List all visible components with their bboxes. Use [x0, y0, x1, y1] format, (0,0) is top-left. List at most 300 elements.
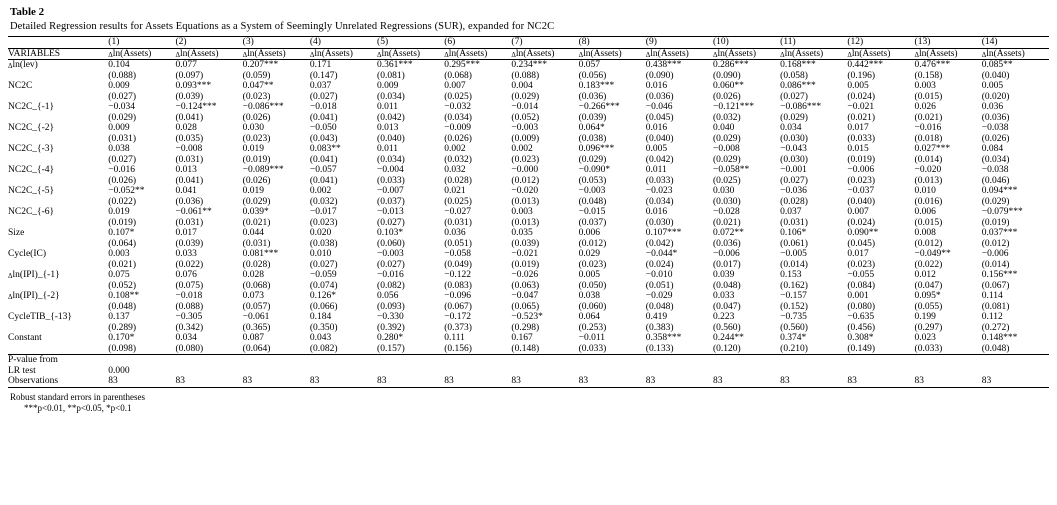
coef-cell: −0.018 — [309, 102, 337, 112]
dep-var-text: ln(Assets) — [583, 48, 622, 59]
pvalue-label-row — [8, 355, 1049, 366]
se-cell: (0.034) — [377, 154, 405, 165]
se-cell: (0.056) — [578, 70, 607, 81]
coef-cell: −0.013 — [377, 207, 404, 217]
coef-cell: 0.438*** — [646, 60, 713, 71]
se-cell: (0.028) — [444, 175, 472, 186]
se-cell: (0.047) — [914, 280, 943, 291]
pvalue-label-line1: P-value from — [8, 355, 108, 366]
coef-cell: 0.019 — [108, 207, 130, 217]
row-label — [8, 60, 108, 71]
coef-cell: 0.012 — [914, 270, 936, 280]
se-cell: (0.045) — [645, 112, 674, 123]
row-label-text: NC2C_{-2} — [8, 123, 55, 133]
observations-cell: 83 — [309, 376, 320, 386]
se-cell: (0.058) — [780, 70, 808, 81]
se-cell: (0.350) — [309, 322, 338, 333]
se-cell: (0.074) — [309, 280, 338, 291]
coef-cell: 0.015 — [847, 144, 869, 154]
delta-symbol: Δ — [8, 272, 13, 280]
coef-cell: 0.037 — [780, 207, 802, 217]
se-cell: (0.030) — [645, 217, 674, 228]
col-number: (7) — [511, 37, 578, 49]
coef-cell: 0.032 — [444, 165, 466, 175]
coef-cell: −0.028 — [712, 207, 740, 217]
row-label — [8, 207, 108, 218]
table-row-se — [8, 323, 1049, 334]
se-cell: (0.027) — [108, 154, 136, 165]
coef-cell: 0.086*** — [780, 81, 816, 91]
coef-cell: 0.104 — [108, 60, 175, 71]
table-row — [8, 270, 1049, 281]
se-cell: (0.080) — [847, 301, 876, 312]
table-notes — [8, 392, 1049, 414]
table-row — [8, 60, 1049, 71]
col-number: (2) — [175, 37, 242, 49]
col-number: (10) — [713, 37, 780, 49]
se-cell: (0.342) — [175, 322, 204, 333]
coef-cell: 0.153 — [780, 270, 802, 280]
se-cell: (0.051) — [645, 280, 674, 291]
coef-cell: 0.004 — [511, 81, 533, 91]
row-label — [8, 186, 108, 197]
dep-var-header — [108, 48, 175, 60]
coef-cell: −0.124*** — [175, 102, 217, 112]
col-number: (3) — [243, 37, 310, 49]
delta-symbol: Δ — [8, 62, 13, 70]
coef-cell: −0.079*** — [981, 207, 1023, 217]
row-label — [8, 249, 108, 260]
coef-cell: 0.041 — [175, 186, 197, 196]
coef-cell: −0.008 — [712, 144, 740, 154]
se-cell: (0.026) — [242, 112, 271, 123]
table-row-se — [8, 218, 1049, 229]
se-cell: (0.383) — [645, 322, 674, 333]
observations-cell: 83 — [511, 376, 521, 386]
row-label-text: ln(lev) — [12, 60, 38, 70]
coef-cell: −0.090* — [578, 165, 611, 175]
table-row — [8, 312, 1049, 323]
coef-cell: 0.183*** — [578, 81, 615, 91]
se-cell: (0.024) — [847, 91, 876, 102]
coef-cell: 0.039* — [242, 207, 269, 217]
se-cell: (0.373) — [444, 322, 472, 333]
dep-var-header — [243, 48, 310, 60]
table-row-se — [8, 260, 1049, 271]
coef-cell: −0.016 — [377, 270, 404, 280]
table-row — [8, 228, 1049, 239]
se-cell: (0.030) — [780, 133, 808, 144]
coef-cell: −0.061 — [242, 312, 270, 322]
se-cell: (0.031) — [780, 217, 808, 228]
coef-cell: −0.029 — [645, 291, 673, 301]
se-cell: (0.014) — [914, 154, 943, 165]
se-cell: (0.028) — [242, 259, 271, 270]
coef-cell: −0.023 — [645, 186, 673, 196]
se-cell: (0.048) — [712, 280, 741, 291]
dep-var-header — [175, 48, 242, 60]
coef-cell: −0.020 — [511, 186, 539, 196]
coef-cell: −0.003 — [377, 249, 404, 259]
table-row-se — [8, 281, 1049, 292]
coef-cell: 0.361*** — [377, 60, 444, 71]
se-cell: (0.297) — [914, 322, 943, 333]
se-cell: (0.027) — [309, 259, 338, 270]
coef-cell: −0.046 — [645, 102, 673, 112]
pvalue-cell — [579, 366, 646, 377]
se-cell: (0.026) — [108, 175, 136, 186]
coef-cell: −0.016 — [108, 165, 136, 175]
coef-cell: 0.419 — [645, 312, 668, 322]
observations-cell: 83 — [242, 376, 253, 386]
dep-var-text: ln(Assets) — [986, 48, 1025, 59]
se-cell: (0.023) — [242, 91, 271, 102]
col-number: (4) — [310, 37, 377, 49]
se-cell: (0.098) — [108, 343, 136, 354]
se-cell: (0.037) — [578, 217, 607, 228]
coef-cell: 0.016 — [645, 123, 668, 133]
observations-cell: 83 — [712, 376, 723, 386]
coef-cell: 0.011 — [377, 144, 399, 154]
delta-symbol: Δ — [981, 50, 987, 59]
coef-cell: 0.019 — [242, 144, 265, 154]
se-cell: (0.162) — [780, 280, 808, 291]
row-label-text: NC2C_{-6} — [8, 207, 55, 217]
coef-cell: −0.021 — [511, 249, 539, 259]
se-cell: (0.053) — [578, 175, 607, 186]
row-label — [8, 333, 108, 344]
dep-var-header — [982, 48, 1049, 60]
se-cell: (0.046) — [981, 175, 1010, 186]
table-caption: Detailed Regression results for Assets Equations as a System of Seemingly Unrelated Regressions (SUR), expanded for NC2C — [10, 21, 555, 32]
coef-cell: −0.052** — [108, 186, 145, 196]
coef-cell: −0.172 — [444, 312, 471, 322]
se-cell: (0.030) — [780, 154, 808, 165]
se-cell: (0.042) — [377, 112, 405, 123]
se-cell: (0.021) — [847, 112, 876, 123]
coef-cell: −0.058 — [444, 249, 471, 259]
se-cell: (0.066) — [309, 301, 338, 312]
coef-cell: −0.050 — [309, 123, 337, 133]
delta-symbol: Δ — [847, 50, 852, 59]
table-row — [8, 123, 1049, 134]
se-cell: (0.026) — [981, 133, 1010, 144]
se-cell: (0.023) — [309, 217, 338, 228]
coef-cell: −0.001 — [780, 165, 807, 175]
pvalue-cell — [713, 366, 780, 377]
coef-cell: 0.072** — [712, 228, 744, 238]
se-cell: (0.082) — [377, 280, 405, 291]
coef-cell: 0.076 — [175, 270, 197, 280]
coef-cell: −0.096 — [444, 291, 471, 301]
coef-cell: 0.167 — [511, 333, 533, 343]
se-cell: (0.041) — [175, 112, 204, 123]
se-cell: (0.158) — [914, 70, 943, 81]
table-row-se — [8, 92, 1049, 103]
se-cell: (0.024) — [847, 217, 876, 228]
se-cell: (0.560) — [712, 322, 741, 333]
variables-header: VARIABLES — [8, 48, 108, 60]
se-cell: (0.147) — [309, 70, 338, 81]
coef-cell: −0.047 — [511, 291, 539, 301]
dep-var-header — [377, 48, 444, 60]
dep-var-text: ln(Assets) — [784, 48, 824, 59]
se-cell: (0.063) — [511, 280, 540, 291]
se-cell: (0.048) — [578, 196, 607, 207]
delta-symbol: Δ — [712, 50, 718, 59]
coef-cell: 0.023 — [914, 333, 936, 343]
delta-symbol: Δ — [108, 50, 113, 59]
table-row — [8, 144, 1049, 155]
se-cell: (0.041) — [309, 112, 338, 123]
coef-cell: 0.114 — [981, 291, 1003, 301]
se-cell: (0.043) — [309, 133, 338, 144]
se-cell: (0.088) — [108, 70, 136, 81]
se-cell: (0.029) — [578, 154, 607, 165]
row-label-text: Cycle(IC) — [8, 249, 46, 259]
observations-cell: 83 — [108, 376, 118, 386]
coef-cell: 0.148*** — [981, 333, 1018, 343]
row-label — [8, 144, 108, 155]
pvalue-cell — [310, 366, 377, 377]
delta-symbol: Δ — [309, 50, 315, 59]
coef-cell: 0.030 — [242, 123, 265, 133]
dep-var-text: ln(Assets) — [650, 48, 689, 59]
se-cell: (0.051) — [444, 238, 472, 249]
se-cell: (0.088) — [511, 70, 540, 81]
coef-cell: 0.108** — [108, 291, 140, 301]
se-cell: (0.034) — [377, 91, 405, 102]
se-cell: (0.028) — [780, 196, 808, 207]
se-cell: (0.026) — [444, 133, 472, 144]
delta-symbol: Δ — [914, 50, 920, 59]
se-cell: (0.093) — [377, 301, 405, 312]
se-cell: (0.057) — [242, 301, 271, 312]
se-cell: (0.061) — [780, 238, 808, 249]
se-cell: (0.019) — [847, 154, 876, 165]
pvalue-label-line2: LR test — [8, 365, 36, 376]
coef-cell: 0.087 — [242, 333, 265, 343]
coef-cell: −0.008 — [175, 144, 203, 154]
coef-cell: −0.038 — [981, 165, 1009, 175]
se-cell: (0.272) — [981, 322, 1010, 333]
se-cell: (0.029) — [712, 133, 741, 144]
se-cell: (0.016) — [914, 196, 943, 207]
se-cell: (0.560) — [780, 322, 808, 333]
coef-cell: −0.523* — [511, 312, 543, 322]
regression-table — [8, 36, 1049, 389]
se-cell: (0.014) — [780, 259, 808, 270]
row-label-text: ln(IPI)_{-2} — [12, 291, 60, 301]
coef-cell: 0.028 — [175, 123, 197, 133]
se-cell: (0.059) — [242, 70, 271, 81]
coef-cell: −0.006 — [847, 165, 875, 175]
coef-cell: 0.040 — [712, 123, 735, 133]
coef-cell: 0.034 — [780, 123, 802, 133]
observations-row — [8, 376, 1049, 387]
se-cell: (0.392) — [377, 322, 405, 333]
coef-cell: 0.021 — [444, 186, 466, 196]
se-cell: (0.042) — [645, 154, 674, 165]
se-cell: (0.013) — [511, 196, 540, 207]
coef-cell: 0.075 — [108, 270, 130, 280]
row-label-text: CycleTIB_{-13} — [8, 312, 72, 322]
table-row-se — [8, 71, 1049, 82]
se-cell: (0.067) — [981, 280, 1010, 291]
se-cell: (0.015) — [914, 217, 943, 228]
se-cell: (0.148) — [511, 343, 540, 354]
se-cell: (0.031) — [444, 217, 472, 228]
observations-cell: 83 — [578, 376, 589, 386]
coef-cell: 0.005 — [847, 81, 869, 91]
coef-cell: 0.112 — [981, 312, 1003, 322]
delta-symbol: Δ — [444, 50, 449, 59]
table-row — [8, 291, 1049, 302]
bottom-rule-row — [8, 387, 1049, 389]
se-cell: (0.015) — [914, 91, 943, 102]
coef-cell: 0.170* — [108, 333, 135, 343]
row-label-blank — [8, 71, 108, 82]
coef-cell: 0.033 — [175, 249, 197, 259]
row-label — [8, 165, 108, 176]
coef-cell: 0.035 — [511, 228, 533, 238]
coef-cell: 0.019 — [242, 186, 265, 196]
dep-var-text: ln(Assets) — [381, 48, 421, 59]
coef-cell: −0.006 — [981, 249, 1009, 259]
se-cell: (0.022) — [914, 259, 943, 270]
observations-cell: 83 — [847, 376, 857, 386]
dep-var-header — [579, 48, 646, 60]
coef-cell: 0.017 — [175, 228, 197, 238]
coef-cell: 0.026 — [914, 102, 936, 112]
coef-cell: 0.038 — [108, 144, 130, 154]
se-cell: (0.021) — [242, 217, 271, 228]
se-cell: (0.041) — [309, 154, 338, 165]
pvalue-cell — [377, 366, 444, 377]
coef-cell: 0.002 — [309, 186, 332, 196]
coef-cell: −0.021 — [847, 102, 875, 112]
coef-cell: 0.184 — [309, 312, 332, 322]
coef-cell: −0.086*** — [780, 102, 822, 112]
col-number: (8) — [579, 37, 646, 49]
se-cell: (0.021) — [108, 259, 136, 270]
coef-cell: −0.089*** — [242, 165, 284, 175]
se-cell: (0.029) — [511, 91, 540, 102]
pvalue-row — [8, 366, 1049, 377]
se-cell: (0.133) — [645, 343, 674, 354]
coef-cell: −0.038 — [981, 123, 1009, 133]
row-label-text: NC2C_{-1} — [8, 102, 55, 112]
row-label-text: Size — [8, 228, 25, 238]
se-cell: (0.060) — [578, 301, 607, 312]
observations-cell: 83 — [377, 376, 387, 386]
coef-cell: 0.005 — [981, 81, 1004, 91]
pvalue-cell — [444, 366, 511, 377]
coef-cell: 0.280* — [377, 333, 404, 343]
coef-cell: 0.034 — [175, 333, 197, 343]
se-cell: (0.038) — [309, 238, 338, 249]
se-cell: (0.025) — [444, 196, 472, 207]
coef-cell: −0.121*** — [712, 102, 754, 112]
se-cell: (0.036) — [175, 196, 204, 207]
coef-cell: −0.635 — [847, 312, 875, 322]
observations-cell: 83 — [175, 376, 185, 386]
se-cell: (0.013) — [914, 175, 943, 186]
coef-cell: −0.010 — [645, 270, 673, 280]
row-label-blank — [8, 281, 108, 292]
se-cell: (0.037) — [377, 196, 405, 207]
coef-cell: 0.037*** — [981, 228, 1018, 238]
coef-cell: −0.005 — [780, 249, 807, 259]
table-row-se — [8, 113, 1049, 124]
coef-cell: −0.011 — [578, 333, 605, 343]
se-cell: (0.149) — [847, 343, 876, 354]
coef-cell: 0.095* — [914, 291, 941, 301]
col-number: (6) — [444, 37, 511, 49]
coef-cell: 0.007 — [847, 207, 869, 217]
coef-cell: 0.027*** — [914, 144, 951, 154]
coef-cell: −0.037 — [847, 186, 875, 196]
se-cell: (0.033) — [377, 175, 405, 186]
se-cell: (0.022) — [175, 259, 204, 270]
coef-cell: 0.044 — [242, 228, 265, 238]
row-label-blank — [8, 260, 108, 271]
se-cell: (0.027) — [780, 91, 808, 102]
se-cell: (0.019) — [981, 217, 1010, 228]
se-cell: (0.080) — [175, 343, 204, 354]
dep-var-text: ln(Assets) — [112, 48, 152, 59]
coef-cell: 0.037 — [309, 81, 332, 91]
row-label-text: NC2C — [8, 81, 33, 91]
se-cell: (0.036) — [712, 238, 741, 249]
se-cell: (0.048) — [108, 301, 136, 312]
col-number: (12) — [847, 37, 914, 49]
coef-cell: −0.044* — [645, 249, 678, 259]
table-row-se — [8, 344, 1049, 355]
col-number: (5) — [377, 37, 444, 49]
se-cell: (0.029) — [242, 196, 271, 207]
table-row-se — [8, 197, 1049, 208]
se-cell: (0.041) — [175, 175, 204, 186]
row-label-blank — [8, 323, 108, 334]
coef-cell: −0.058** — [712, 165, 750, 175]
coef-cell: −0.007 — [377, 186, 404, 196]
col-number: (13) — [915, 37, 982, 49]
coef-cell: −0.000 — [511, 165, 539, 175]
se-cell: (0.019) — [511, 259, 540, 270]
se-cell: (0.029) — [712, 154, 741, 165]
row-label — [8, 81, 108, 92]
coef-cell: 0.057 — [579, 60, 646, 71]
dep-var-header — [511, 48, 578, 60]
coef-cell: 0.028 — [242, 270, 265, 280]
se-cell: (0.039) — [578, 112, 607, 123]
row-label-blank — [8, 218, 108, 229]
se-cell: (0.025) — [444, 91, 472, 102]
se-cell: (0.023) — [511, 154, 540, 165]
coef-cell: 0.043 — [309, 333, 332, 343]
row-label-blank — [8, 344, 108, 355]
note-standard-errors: Robust standard errors in parentheses — [10, 391, 145, 402]
coef-cell: −0.055 — [847, 270, 875, 280]
se-cell: (0.050) — [578, 280, 607, 291]
se-cell: (0.032) — [444, 154, 472, 165]
row-label — [8, 228, 108, 239]
se-cell: (0.253) — [578, 322, 607, 333]
se-cell: (0.040) — [847, 196, 876, 207]
coef-cell: 0.020 — [309, 228, 332, 238]
coef-cell: 0.002 — [511, 144, 533, 154]
